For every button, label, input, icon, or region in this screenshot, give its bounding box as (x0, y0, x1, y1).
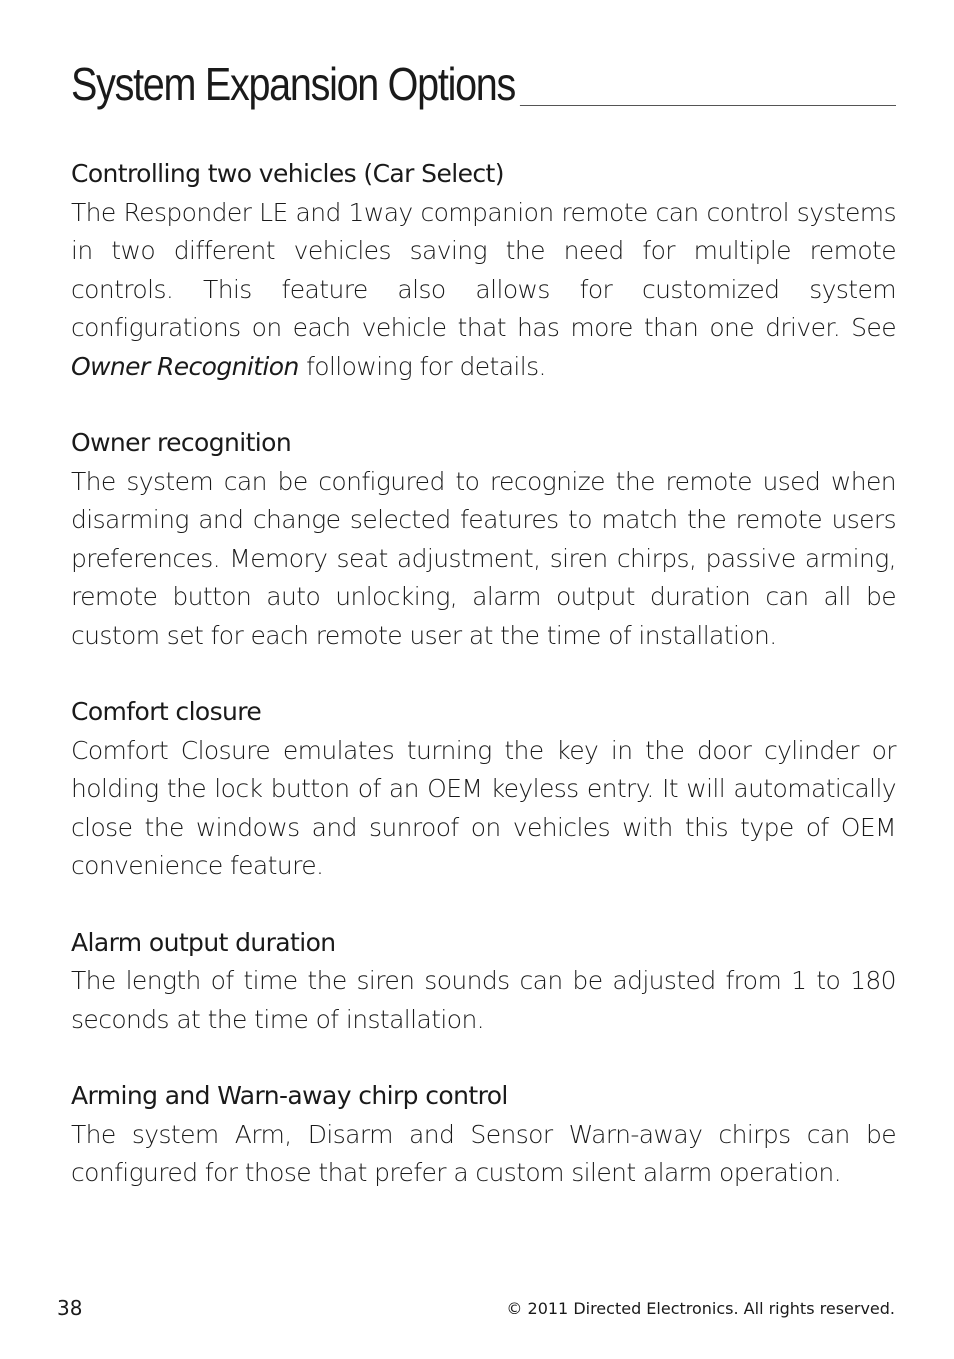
page-title: System Expansion Options (71, 61, 520, 107)
section-body-text: following for details. (298, 351, 546, 381)
section-body: The system can be configured to recognize the remote used when disarming and change selected features to match the remote users preferences. Memory seat adjustment, siren chirps, passive arming, remote button auto unlocking, alarm output duration can all be custom set for each remote user at the time of installation. (71, 466, 896, 650)
section-chirp-control (71, 1077, 896, 1193)
section-body-text: The Responder LE and 1way companion remote can control systems in two different vehicles saving the need for multiple remote controls. This feature also allows for customized system configurations on each vehicle that has more than one driver. See (71, 197, 896, 342)
content-sections (71, 155, 896, 1231)
section-body: Comfort Closure emulates turning the key in the door cylinder or holding the lock button of an OEM keyless entry. It will automatically close the windows and sunroof on vehicles with this type of OEM convenience feature. (71, 735, 896, 880)
section-body (71, 194, 896, 387)
page-title-row (71, 55, 896, 110)
section-heading: Alarm output duration (71, 927, 336, 957)
section-owner-recognition (71, 424, 896, 655)
section-alarm-output-duration (71, 924, 896, 1040)
section-car-select (71, 155, 896, 386)
section-heading: Comfort closure (71, 697, 262, 726)
page-number: 38 (57, 1296, 83, 1320)
cross-reference: Owner Recognition (71, 351, 299, 381)
section-body: The length of time the siren sounds can be adjusted from 1 to 180 seconds at the time of installation. (71, 966, 896, 1034)
section-heading: Arming and Warn-away chirp control (71, 1081, 508, 1110)
section-body: The system Arm, Disarm and Sensor Warn-away chirps can be configured for those that prefer a custom silent alarm operation. (71, 1119, 896, 1187)
copyright-notice: © 2011 Directed Electronics. All rights reserved. (506, 1299, 895, 1318)
section-heading: Owner recognition (71, 428, 292, 457)
section-heading: Controlling two vehicles (Car Select) (71, 159, 504, 188)
section-comfort-closure (71, 693, 896, 886)
